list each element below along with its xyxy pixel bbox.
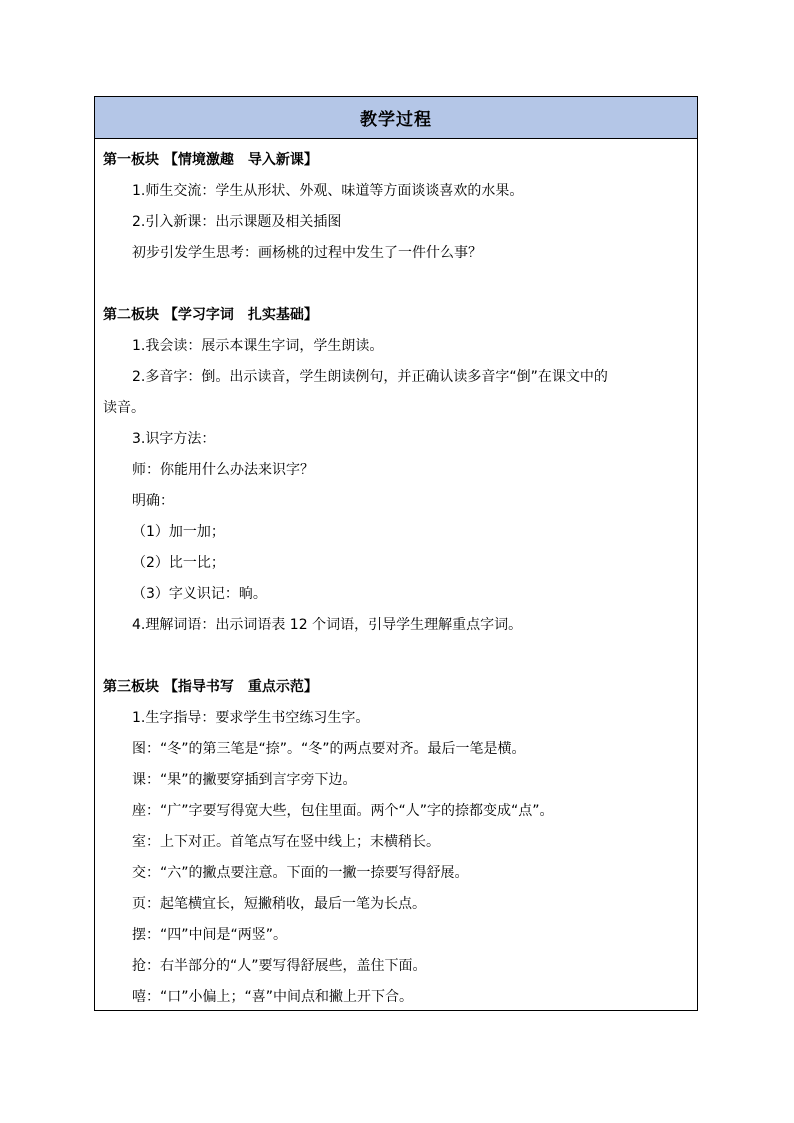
section-2-line: 4.理解词语：出示词语表 12 个词语，引导学生理解重点字词。: [132, 617, 523, 633]
spacer: [103, 269, 691, 300]
section-3-line: 摆：“四”中间是“两竖”。: [132, 927, 288, 943]
section-3-line: 嘻：“口”小偏上；“喜”中间点和撇上开下合。: [132, 989, 414, 1005]
section-1-line: 2.引入新课：出示课题及相关插图: [132, 214, 342, 230]
lesson-table: [94, 96, 698, 1011]
section-1-title: 第一板块 【情境激趣 导入新课】: [103, 152, 318, 168]
section-2-line: 师：你能用什么办法来识字？: [132, 462, 314, 478]
header-title: 教学过程: [360, 110, 432, 130]
section-2-line: （2）比一比；: [132, 555, 225, 571]
section-1-line: 1.师生交流：学生从形状、外观、味道等方面谈谈喜欢的水果。: [132, 183, 524, 199]
section-2-title: 第二板块 【学习字词 扎实基础】: [103, 307, 318, 323]
section-2-line: 读音。: [103, 400, 145, 416]
table-body: [95, 139, 697, 1013]
table-header: [95, 97, 697, 139]
section-1-line: 初步引发学生思考：画杨桃的过程中发生了一件什么事？: [132, 245, 482, 261]
section-3-line: 室：上下对正。首笔点写在竖中线上；末横稍长。: [132, 834, 440, 850]
section-2-line: （3）字义识记：晌。: [132, 586, 267, 602]
section-3-line: 1.生字指导：要求学生书空练习生字。: [132, 710, 370, 726]
section-3-line: 页：起笔横宜长，短撇稍收，最后一笔为长点。: [132, 896, 426, 912]
section-3-title: 第三板块 【指导书写 重点示范】: [103, 679, 318, 695]
section-2-line: 2.多音字：倒。出示读音，学生朗读例句，并正确认读多音字“倒”在课文中的: [132, 369, 608, 385]
section-3-line: 图：“冬”的第三笔是“捺”。“冬”的两点要对齐。最后一笔是横。: [132, 741, 526, 757]
section-2-line: 1.我会读：展示本课生字词，学生朗读。: [132, 338, 384, 354]
spacer: [103, 641, 691, 672]
section-3-line: 课：“果”的撇要穿插到言字旁下边。: [132, 772, 357, 788]
section-3-line: 座：“广”字要写得宽大些，包住里面。两个“人”字的捺都变成“点”。: [132, 803, 554, 819]
section-2-line: （1）加一加；: [132, 524, 225, 540]
section-2-line: 明确：: [132, 493, 174, 509]
section-3-line: 交：“六”的撇点要注意。下面的一撇一捺要写得舒展。: [132, 865, 469, 881]
section-2-line: 3.识字方法：: [132, 431, 216, 447]
section-3-line: 抢：右半部分的“人”要写得舒展些，盖住下面。: [132, 958, 427, 974]
